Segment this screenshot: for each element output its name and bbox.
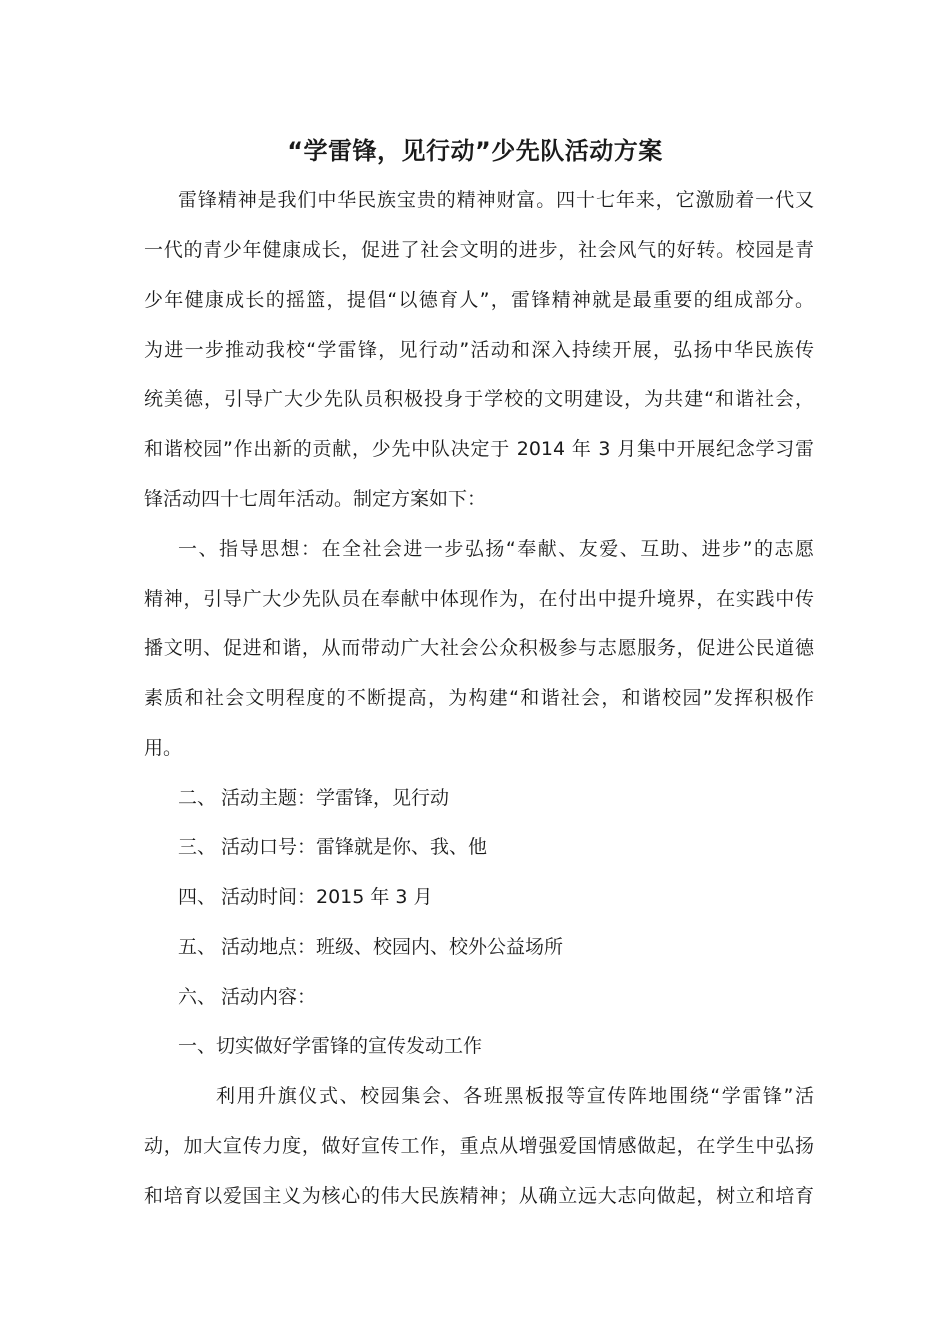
intro-line: 和谐校园”作出新的贡献，少先中队决定于 2014 年 3 月集中开展纪念学习雷 bbox=[144, 438, 814, 460]
guiding-line: 播文明、促进和谐，从而带动广大社会公众积极参与志愿服务，促进公民道德 bbox=[144, 637, 814, 659]
intro-line: 少年健康成长的摇篮，提倡“以德育人”，雷锋精神就是最重要的组成部分。 bbox=[144, 289, 814, 311]
guiding-line: 一、指导思想：在全社会进一步弘扬“奉献、友爱、互助、进步”的志愿 bbox=[178, 538, 814, 560]
document-title: “学雷锋，见行动”少先队活动方案 bbox=[287, 137, 663, 165]
list-item-number: 六、 bbox=[178, 986, 217, 1008]
list-item-text: 活动内容： bbox=[221, 986, 317, 1008]
content-line: 和培育以爱国主义为核心的伟大民族精神；从确立远大志向做起，树立和培育 bbox=[144, 1185, 814, 1207]
guiding-line: 精神，引导广大少先队员在奉献中体现作为，在付出中提升境界，在实践中传 bbox=[144, 588, 814, 610]
list-item-text: 活动主题：学雷锋，见行动 bbox=[221, 787, 450, 809]
intro-line: 一代的青少年健康成长，促进了社会文明的进步，社会风气的好转。校园是青 bbox=[144, 239, 814, 261]
intro-line: 锋活动四十七周年活动。制定方案如下： bbox=[144, 488, 487, 510]
list-item bbox=[178, 882, 814, 912]
list-item bbox=[178, 832, 814, 862]
section-heading: 一、切实做好学雷锋的宣传发动工作 bbox=[178, 1035, 483, 1057]
guiding-line: 用。 bbox=[144, 737, 183, 759]
list-item-number: 二、 bbox=[178, 787, 217, 809]
list-item bbox=[178, 982, 814, 1012]
list-item-text: 活动地点：班级、校园内、校外公益场所 bbox=[221, 936, 564, 958]
list-item-number: 五、 bbox=[178, 936, 217, 958]
list-item-text: 活动口号：雷锋就是你、我、他 bbox=[221, 836, 488, 858]
list-item bbox=[178, 932, 814, 962]
intro-line: 雷锋精神是我们中华民族宝贵的精神财富。四十七年来，它激励着一代又 bbox=[178, 189, 814, 211]
intro-line: 为进一步推动我校“学雷锋，见行动”活动和深入持续开展，弘扬中华民族传 bbox=[144, 339, 814, 361]
list-item-number: 三、 bbox=[178, 836, 217, 858]
content-line: 动，加大宣传力度，做好宣传工作，重点从增强爱国情感做起，在学生中弘扬 bbox=[144, 1135, 814, 1157]
guiding-line: 素质和社会文明程度的不断提高，为构建“和谐社会，和谐校园”发挥积极作 bbox=[144, 687, 814, 709]
list-item bbox=[178, 783, 814, 813]
list-item-text: 活动时间：2015 年 3 月 bbox=[221, 886, 433, 908]
list-item-number: 四、 bbox=[178, 886, 217, 908]
content-line: 利用升旗仪式、校园集会、各班黑板报等宣传阵地围绕“学雷锋”活 bbox=[216, 1085, 814, 1107]
intro-line: 统美德，引导广大少先队员积极投身于学校的文明建设，为共建“和谐社会， bbox=[144, 388, 814, 410]
